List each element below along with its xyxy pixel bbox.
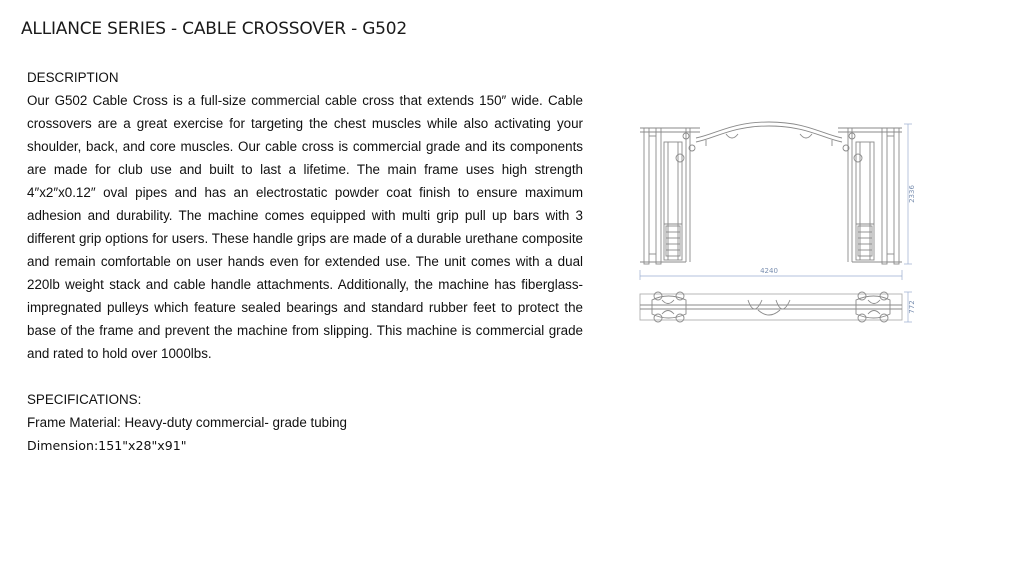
technical-drawing-svg bbox=[636, 114, 918, 346]
description-heading: DESCRIPTION bbox=[27, 70, 119, 85]
spec-frame-material: Frame Material: Heavy-duty commercial- grade tubing bbox=[27, 415, 348, 430]
width-dimension-label: 4240 bbox=[760, 267, 778, 275]
technical-drawing bbox=[636, 114, 918, 346]
product-content bbox=[27, 66, 583, 457]
description-body: Our G502 Cable Cross is a full-size commercial cable cross that extends 150″ wide. Cable crossovers are a great exercise for targeting the chest muscles while also activating your shoulder, back, and core muscles. Our cable cross is commercial grade and its components are made for club use and built to last a lifetime. The main frame uses high strength 4″x2″x0.12″ oval pipes and has an electrostatic powder coat finish to ensure maximum adhesion and durability. The machine comes equipped with multi grip pull up bars with 3 different grip options for users. These handle grips are made of a durable urethane composite and remain comfortable on user hands even for extended use. The unit comes with a dual 220lb weight stack and cable handle attachments. Additionally, the machine has fiberglass-impregnated pulleys which feature sealed bearings and standard rubber feet to protect the base of the frame and prevent the machine from slipping. This machine is commercial grade and rated to hold over 1000lbs. bbox=[27, 93, 583, 361]
height-dimension-label: 2336 bbox=[908, 185, 916, 203]
page-title: ALLIANCE SERIES - CABLE CROSSOVER - G502 bbox=[21, 19, 408, 39]
spec-dimension: Dimension:151"x28"x91" bbox=[27, 438, 187, 453]
specifications-heading: SPECIFICATIONS: bbox=[27, 392, 142, 407]
section-spacer bbox=[27, 365, 583, 388]
depth-dimension-label: 772 bbox=[908, 300, 916, 314]
front-dimensions bbox=[640, 124, 912, 280]
front-elevation bbox=[640, 122, 902, 264]
top-view bbox=[640, 292, 902, 322]
